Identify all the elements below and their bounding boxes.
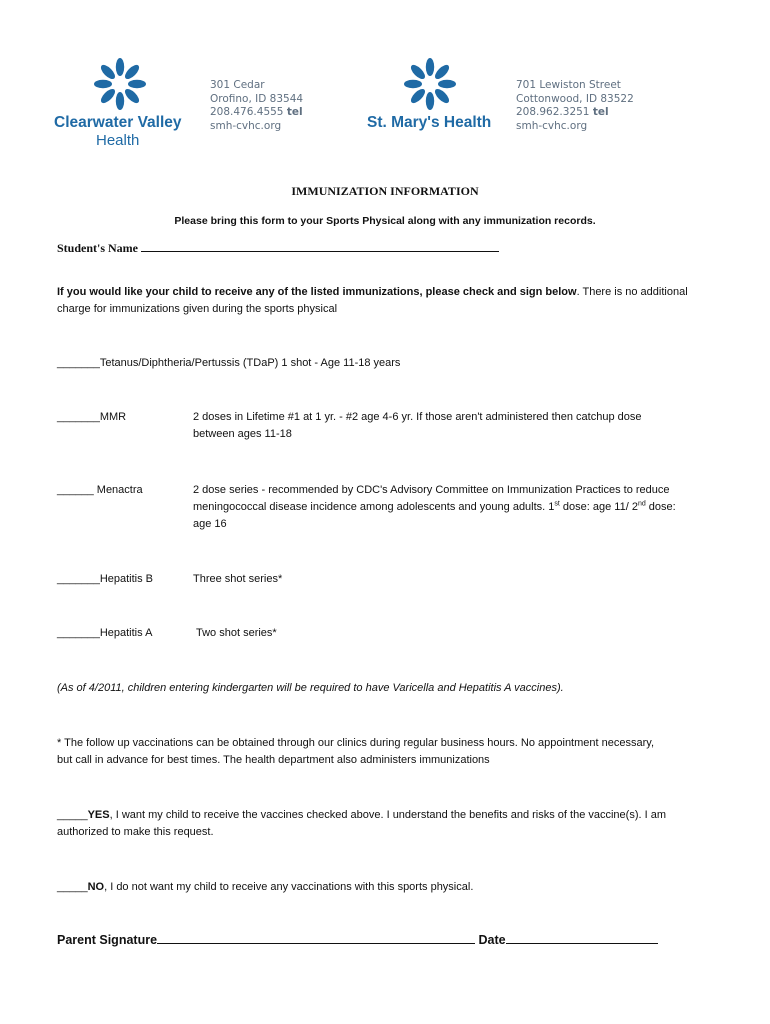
mmr-desc-line1: 2 doses in Lifetime #1 at 1 yr. - #2 age 4-6 yr. If those aren't administered then catchup dose (193, 411, 642, 423)
hepa-checkbox-blank[interactable]: _______ (57, 627, 100, 639)
followup-line2: but call in advance for best times. The health department also administers immunizations (57, 754, 490, 766)
item-mmr (57, 409, 717, 445)
tdap-checkbox-blank[interactable]: _______ (57, 357, 100, 369)
menactra-desc-part-b: dose: age 11/ 2 (559, 501, 638, 513)
signature-field[interactable] (157, 933, 475, 944)
intro-bold-text: If you would like your child to receive any of the listed immunizations, please check and sign below (57, 286, 577, 298)
menactra-checkbox-blank[interactable]: ______ (57, 484, 94, 496)
form-title: IMMUNIZATION INFORMATION (291, 184, 479, 198)
left-phone (210, 106, 303, 120)
menactra-sup-nd: nd (637, 500, 646, 508)
menactra-desc-line2 (193, 499, 676, 516)
logo-name: St. Mary's Health (367, 114, 492, 131)
menactra-desc-line3: age 16 (193, 518, 227, 530)
mmr-label: MMR (99, 411, 127, 423)
yes-word: YES (87, 809, 110, 821)
no-consent (57, 879, 473, 896)
logo-name-line2: Health (96, 132, 140, 149)
hepb-label: Hepatitis B (99, 573, 154, 585)
menactra-sup-st: st (554, 500, 560, 508)
student-name-label: Student's Name (57, 241, 139, 255)
item-menactra (57, 482, 717, 536)
no-text: , I do not want my child to receive any vaccinations with this sports physical. (104, 881, 474, 893)
signature-label: Parent Signature (57, 933, 158, 947)
intro-paragraph (57, 284, 717, 318)
item-tdap (57, 355, 400, 372)
right-website: smh-cvhc.org (516, 119, 588, 132)
mmr-checkbox-blank[interactable]: _______ (57, 411, 100, 423)
followup-line1: * The follow up vaccinations can be obtained through our clinics during regular business hours. No appointment necessary, (57, 737, 654, 749)
right-phone (516, 106, 634, 120)
logo-name-line1: Clearwater Valley (54, 114, 182, 131)
starburst-logo-icon (90, 54, 150, 114)
menactra-desc-line1: 2 dose series - recommended by CDC's Advisory Committee on Immunization Practices to reduce (193, 484, 670, 496)
yes-text: , I want my child to receive the vaccines checked above. I understand the benefits and risks of the vaccine(s). I am (109, 809, 667, 821)
hepa-label: Hepatitis A (99, 627, 153, 639)
kindergarten-note: (As of 4/2011, children entering kindergarten will be required to have Varicella and Hepatitis A vaccines). (57, 682, 564, 694)
date-field[interactable] (506, 933, 658, 944)
yes-line2: authorized to make this request. (57, 826, 214, 838)
hepb-desc: Three shot series* (193, 573, 283, 585)
left-phone-number: 208.476.4555 (210, 106, 284, 118)
tdap-label: Tetanus/Diphtheria/Pertussis (TDaP) 1 shot - Age 11-18 years (99, 357, 401, 369)
followup-note (57, 735, 727, 769)
starburst-logo-icon (400, 54, 460, 114)
student-name-row (57, 241, 499, 256)
yes-consent (57, 807, 727, 841)
right-address-line2: Cottonwood, ID 83522 (516, 92, 634, 105)
intro-rest-text: . There is no additional (576, 286, 688, 298)
item-hepatitis-a (57, 625, 717, 643)
date-label: Date (478, 933, 506, 947)
form-subtitle: Please bring this form to your Sports Physical along with any immunization records. (174, 215, 596, 227)
item-hepatitis-b (57, 571, 717, 589)
no-word: NO (87, 881, 105, 893)
student-name-field[interactable] (141, 241, 499, 252)
left-address-line1: 301 Cedar (210, 79, 265, 91)
left-address-block (210, 79, 303, 133)
menactra-desc-part-c: dose: (645, 501, 676, 513)
signature-row (57, 933, 658, 947)
right-phone-suffix: tel (592, 106, 609, 118)
no-checkbox-blank[interactable]: _____ (57, 881, 88, 893)
left-website: smh-cvhc.org (210, 119, 282, 132)
right-address-block (516, 79, 634, 133)
st-marys-logo (365, 52, 500, 137)
hepa-desc: Two shot series* (196, 627, 277, 639)
clearwater-valley-logo (52, 52, 192, 152)
intro-line2: charge for immunizations given during the sports physical (57, 303, 338, 315)
hepb-checkbox-blank[interactable]: _______ (57, 573, 100, 585)
yes-checkbox-blank[interactable]: _____ (57, 809, 88, 821)
right-address-line1: 701 Lewiston Street (516, 79, 621, 91)
left-phone-suffix: tel (286, 106, 303, 118)
menactra-desc-part-a: meningococcal disease incidence among adolescents and young adults. 1 (193, 501, 555, 513)
left-address-line2: Orofino, ID 83544 (210, 92, 304, 105)
right-phone-number: 208.962.3251 (516, 106, 590, 118)
mmr-desc-line2: between ages 11-18 (193, 428, 292, 440)
menactra-label: Menactra (93, 484, 143, 496)
